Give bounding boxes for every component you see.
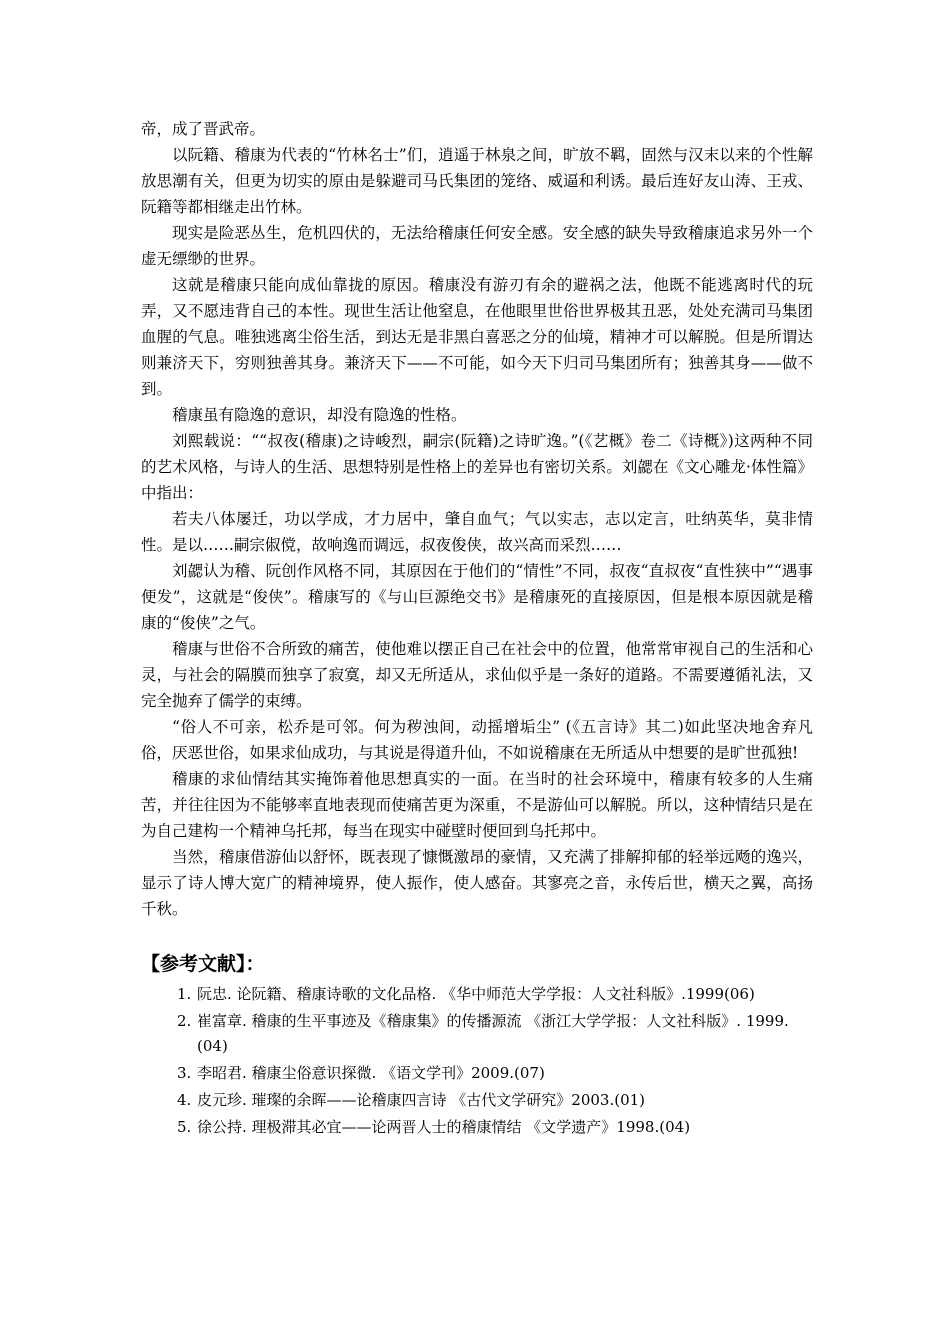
paragraph-10: “俗人不可亲，松乔是可邻。何为秽浊间，动摇增垢尘” (《五言诗》其二)如此坚决地舍弃凡俗，厌恶世俗，如果求仙成功，与其说是得道升仙，不如说稽康在无所适从中想要的是旷世孤独! xyxy=(141,718,813,762)
paragraph-1: 帝，成了晋武帝。 xyxy=(141,120,266,138)
reference-text: 徐公持. 理极滞其必宜——论两晋人士的稽康情结 《文学遗产》1998.(04) xyxy=(197,1118,691,1136)
reference-text: 阮忠. 论阮籍、稽康诗歌的文化品格. 《华中师范大学学报：人文社科版》.1999(06) xyxy=(197,985,755,1003)
reference-text: 崔富章. 稽康的生平事迹及《稽康集》的传播源流 《浙江大学学报：人文社科版》. 1999.(04) xyxy=(197,1012,789,1055)
paragraph-9: 稽康与世俗不合所致的痛苦，使他难以摆正自己在社会中的位置，他常常审视自己的生活和心灵，与社会的隔膜而独享了寂寞，却又无所适从，求仙似乎是一条好的道路。不需要遵循礼法，又完全抛弃了儒学的束缚。 xyxy=(141,640,813,710)
paragraph-3: 现实是险恶丛生，危机四伏的，无法给稽康任何安全感。安全感的缺失导致稽康追求另外一个虚无缥缈的世界。 xyxy=(141,224,813,268)
paragraph-8: 刘勰认为稽、阮创作风格不同，其原因在于他们的“情性”不同，叔夜“直叔夜“直性狭中”“遇事便发”，这就是“俊侠”。稽康写的《与山巨源绝交书》是稽康死的直接原因，但是根本原因就是稽康的“俊侠”之气。 xyxy=(141,562,813,632)
reference-item xyxy=(141,1115,813,1140)
reference-number: 3. xyxy=(177,1064,192,1082)
reference-item xyxy=(141,982,813,1007)
reference-number: 4. xyxy=(177,1091,192,1109)
paragraph-4: 这就是稽康只能向成仙靠拢的原因。稽康没有游刃有余的避祸之法，他既不能逃离时代的玩弄，又不愿违背自己的本性。现世生活让他窒息，在他眼里世俗世界极其丑恶，处处充满司马集团血腥的气息。唯独逃离尘俗生活，到达无是非黑白喜恶之分的仙境，精神才可以解脱。但是所谓达则兼济天下，穷则独善其身。兼济天下——不可能，如今天下归司马集团所有；独善其身——做不到。 xyxy=(141,276,813,398)
references-heading: 【参考文献】： xyxy=(141,953,265,975)
body-text xyxy=(141,116,813,922)
paragraph-11: 稽康的求仙情结其实掩饰着他思想真实的一面。在当时的社会环境中，稽康有较多的人生痛苦，并往往因为不能够率直地表现而使痛苦更为深重，不是游仙可以解脱。所以，这种情结只是在为自己建构一个精神乌托邦，每当在现实中碰壁时便回到乌托邦中。 xyxy=(141,770,813,840)
paragraph-12: 当然，稽康借游仙以舒怀，既表现了慷慨激昂的豪情，又充满了排解抑郁的轻举远飏的逸兴，显示了诗人博大宽广的精神境界，使人振作，使人感奋。其寥亮之音，永传后世，横天之翼，高扬千秋。 xyxy=(141,848,813,918)
paragraph-2: 以阮籍、稽康为代表的“竹林名士”们，逍遥于林泉之间，旷放不羁，固然与汉末以来的个性解放思潮有关，但更为切实的原由是躲避司马氏集团的笼络、威逼和利诱。最后连好友山涛、王戎、阮籍等都相继走出竹林。 xyxy=(141,146,813,216)
reference-item xyxy=(141,1061,813,1086)
reference-text: 李昭君. 稽康尘俗意识探微. 《语文学刊》2009.(07) xyxy=(197,1064,545,1082)
paragraph-5: 稽康虽有隐逸的意识，却没有隐逸的性格。 xyxy=(172,406,467,424)
reference-number: 1. xyxy=(177,985,192,1003)
reference-number: 2. xyxy=(177,1012,192,1030)
paragraph-6: 刘熙载说：““叔夜(稽康)之诗峻烈，嗣宗(阮籍)之诗旷逸。”(《艺概》卷二《诗概》)这两种不同的艺术风格，与诗人的生活、思想特别是性格上的差异也有密切关系。刘勰在《文心雕龙·体性篇》中指出： xyxy=(141,432,813,502)
document-page xyxy=(141,116,813,1142)
reference-item xyxy=(141,1009,813,1059)
references-list xyxy=(141,982,813,1140)
reference-number: 5. xyxy=(177,1118,192,1136)
reference-text: 皮元珍. 璀璨的余晖——论稽康四言诗 《古代文学研究》2003.(01) xyxy=(197,1091,646,1109)
quote-paragraph: 若夫八体屡迁，功以学成，才力居中，肇自血气；气以实志，志以定言，吐纳英华，莫非情性。是以……嗣宗俶傥，故响逸而调远，叔夜俊侠，故兴高而采烈…… xyxy=(141,510,813,554)
reference-item xyxy=(141,1088,813,1113)
